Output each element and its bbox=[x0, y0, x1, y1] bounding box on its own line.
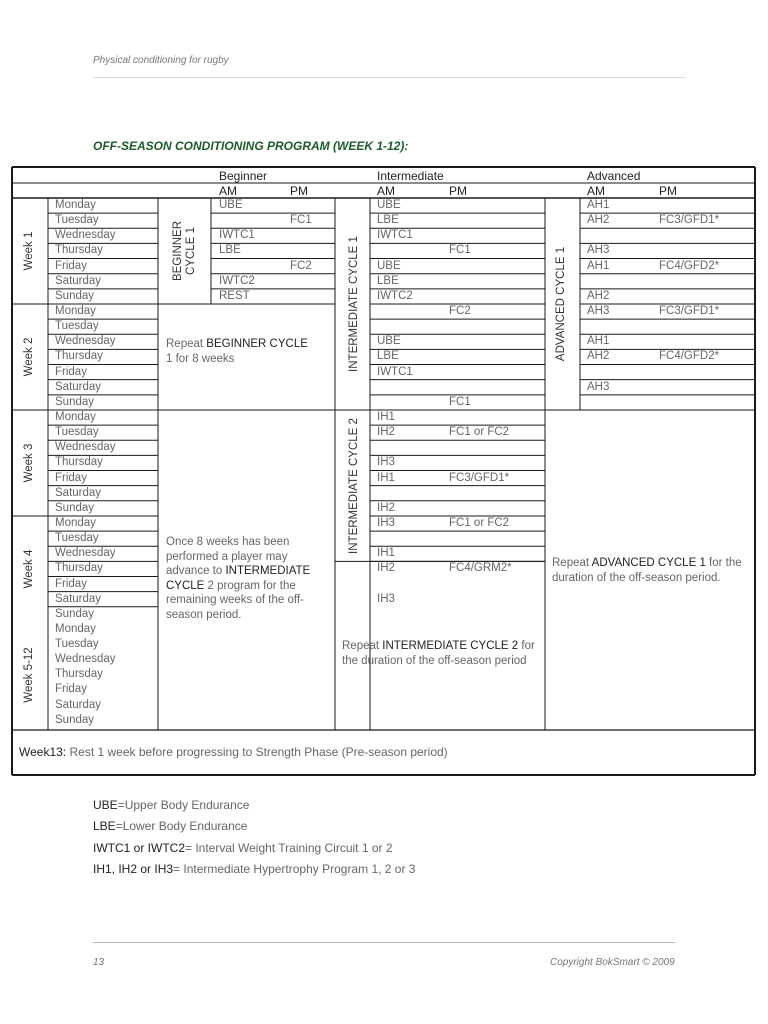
advanced-pm-header: PM bbox=[659, 184, 677, 198]
advanced-pm-cell: FC4/GFD2* bbox=[659, 259, 720, 272]
intermediate-am-header: AM bbox=[377, 184, 395, 198]
day-label: Saturday bbox=[55, 274, 102, 287]
level-intermediate: Intermediate bbox=[377, 169, 444, 183]
beginner-repeat-note: Repeat BEGINNER CYCLE 1 for 8 weeks bbox=[166, 338, 308, 365]
intermediate-pm-cell: FC1 or FC2 bbox=[449, 426, 510, 439]
beginner-pm-cell: FC2 bbox=[290, 259, 312, 272]
day-label: Friday bbox=[55, 471, 87, 484]
day-label: Tuesday bbox=[55, 638, 99, 651]
day-label: Tuesday bbox=[55, 214, 99, 227]
intermediate-am-cell: IWTC1 bbox=[377, 229, 413, 242]
advanced-cycle-label: ADVANCED CYCLE 1 bbox=[555, 246, 567, 362]
day-label: Sunday bbox=[55, 607, 95, 620]
intermediate-am-cell: IH1 bbox=[377, 471, 395, 484]
day-label: Thursday bbox=[55, 244, 103, 257]
day-label: Tuesday bbox=[55, 532, 99, 545]
advanced-am-cell: AH3 bbox=[587, 244, 610, 257]
intermediate-am-cell: IWTC1 bbox=[377, 365, 413, 378]
intermediate-am-cell: UBE bbox=[377, 335, 401, 348]
week-label: Week 4 bbox=[23, 549, 35, 589]
intermediate-cycle-2-label: INTERMEDIATE CYCLE 2 bbox=[348, 417, 360, 554]
intermediate-am-cell: LBE bbox=[377, 214, 399, 227]
header-rule bbox=[93, 77, 685, 78]
day-label: Wednesday bbox=[55, 335, 116, 348]
advanced-am-cell: AH2 bbox=[587, 214, 610, 227]
beginner-am-cell: REST bbox=[219, 289, 250, 302]
week-label: Week 3 bbox=[23, 443, 35, 483]
day-label: Wednesday bbox=[55, 547, 116, 560]
level-advanced: Advanced bbox=[587, 169, 641, 183]
day-label: Sunday bbox=[55, 501, 95, 514]
beginner-am-cell: UBE bbox=[219, 199, 243, 211]
intermediate-am-cell: IH2 bbox=[377, 562, 395, 575]
day-label: Monday bbox=[55, 199, 96, 211]
page-title: OFF-SEASON CONDITIONING PROGRAM (WEEK 1-12): bbox=[93, 139, 409, 153]
beginner-am-cell: IWTC1 bbox=[219, 229, 255, 242]
advanced-pm-cell: FC3/GFD1* bbox=[659, 214, 720, 227]
intermediate-am-cell: UBE bbox=[377, 199, 401, 211]
copyright: Copyright BokSmart © 2009 bbox=[550, 957, 675, 968]
level-beginner: Beginner bbox=[219, 169, 268, 183]
intermediate-am-cell: IH2 bbox=[377, 426, 395, 439]
advanced-am-cell: AH3 bbox=[587, 304, 610, 317]
advanced-am-cell: AH1 bbox=[587, 199, 610, 211]
day-label: Monday bbox=[55, 516, 96, 529]
day-label: Sunday bbox=[55, 289, 95, 302]
advanced-am-cell: AH1 bbox=[587, 335, 610, 348]
intermediate-am-cell: IH3 bbox=[377, 592, 395, 605]
advanced-am-cell: AH1 bbox=[587, 259, 610, 272]
intermediate-pm-cell: FC3/GFD1* bbox=[449, 471, 510, 484]
beginner-cycle-label: BEGINNER CYCLE 1 bbox=[172, 220, 197, 282]
day-label: Monday bbox=[55, 622, 96, 635]
day-label: Thursday bbox=[55, 668, 103, 681]
intermediate-am-cell: IH1 bbox=[377, 547, 395, 560]
intermediate-pm-cell: FC2 bbox=[449, 304, 471, 317]
intermediate-repeat-note: Repeat INTERMEDIATE CYCLE 2 for the duration of the off-season period bbox=[342, 640, 535, 667]
beginner-am-cell: IWTC2 bbox=[219, 274, 255, 287]
advanced-am-cell: AH3 bbox=[587, 380, 610, 393]
intermediate-am-cell: UBE bbox=[377, 259, 401, 272]
day-label: Thursday bbox=[55, 562, 103, 575]
intermediate-am-cell: IH3 bbox=[377, 516, 395, 529]
legend-item: LBE=Lower Body Endurance bbox=[93, 819, 248, 833]
beginner-pm-header: PM bbox=[290, 184, 308, 198]
day-label: Monday bbox=[55, 304, 96, 317]
day-label: Saturday bbox=[55, 380, 102, 393]
week-label: Week 1 bbox=[23, 231, 35, 271]
day-label: Sunday bbox=[55, 713, 95, 726]
day-label: Wednesday bbox=[55, 653, 116, 666]
legend-item: IWTC1 or IWTC2= Interval Weight Training Circuit 1 or 2 bbox=[93, 841, 393, 855]
day-label: Friday bbox=[55, 683, 87, 696]
day-label: Saturday bbox=[55, 698, 102, 711]
advanced-pm-cell: FC3/GFD1* bbox=[659, 304, 720, 317]
intermediate-cycle-1-label: INTERMEDIATE CYCLE 1 bbox=[348, 236, 360, 372]
intermediate-am-cell: IH2 bbox=[377, 501, 395, 514]
intermediate-am-cell: IH1 bbox=[377, 410, 395, 423]
week-label: Week 2 bbox=[23, 337, 35, 377]
intermediate-am-cell: LBE bbox=[377, 274, 399, 287]
intermediate-pm-cell: FC4/GRM2* bbox=[449, 562, 512, 575]
day-label: Monday bbox=[55, 410, 96, 423]
legend-item: IH1, IH2 or IH3= Intermediate Hypertrophy Program 1, 2 or 3 bbox=[93, 862, 416, 876]
page-number: 13 bbox=[93, 957, 105, 968]
beginner-am-header: AM bbox=[219, 184, 237, 198]
intermediate-pm-cell: FC1 bbox=[449, 244, 471, 257]
beginner-am-cell: LBE bbox=[219, 244, 241, 257]
week13-note: Week13: Rest 1 week before progressing to Strength Phase (Pre-season period) bbox=[19, 745, 448, 759]
day-label: Friday bbox=[55, 259, 87, 272]
day-label: Thursday bbox=[55, 350, 103, 363]
day-label: Friday bbox=[55, 577, 87, 590]
intermediate-pm-cell: FC1 or FC2 bbox=[449, 516, 510, 529]
day-label: Saturday bbox=[55, 592, 102, 605]
advance-note: Once 8 weeks has been performed a player may advance to INTERMEDIATE CYCLE 2 program for the remaining weeks of the off-season period. bbox=[166, 536, 311, 621]
day-label: Friday bbox=[55, 365, 87, 378]
advanced-am-cell: AH2 bbox=[587, 350, 610, 363]
week-label: Week 5-12 bbox=[23, 647, 35, 703]
day-label: Tuesday bbox=[55, 426, 99, 439]
day-label: Saturday bbox=[55, 486, 102, 499]
intermediate-am-cell: LBE bbox=[377, 350, 399, 363]
advanced-am-cell: AH2 bbox=[587, 289, 610, 302]
beginner-pm-cell: FC1 bbox=[290, 214, 312, 227]
advanced-am-header: AM bbox=[587, 184, 605, 198]
day-label: Tuesday bbox=[55, 320, 99, 333]
day-label: Wednesday bbox=[55, 441, 116, 454]
day-label: Thursday bbox=[55, 456, 103, 469]
intermediate-pm-cell: FC1 bbox=[449, 395, 471, 408]
intermediate-am-cell: IH3 bbox=[377, 456, 395, 469]
day-label: Wednesday bbox=[55, 229, 116, 242]
day-label: Sunday bbox=[55, 395, 95, 408]
advanced-pm-cell: FC4/GFD2* bbox=[659, 350, 720, 363]
intermediate-pm-header: PM bbox=[449, 184, 467, 198]
running-header: Physical conditioning for rugby bbox=[93, 55, 229, 66]
intermediate-am-cell: IWTC2 bbox=[377, 289, 413, 302]
advanced-repeat-note: Repeat ADVANCED CYCLE 1 for the duration of the off-season period. bbox=[552, 557, 742, 584]
footer-rule bbox=[93, 942, 675, 943]
legend-item: UBE=Upper Body Endurance bbox=[93, 798, 250, 812]
